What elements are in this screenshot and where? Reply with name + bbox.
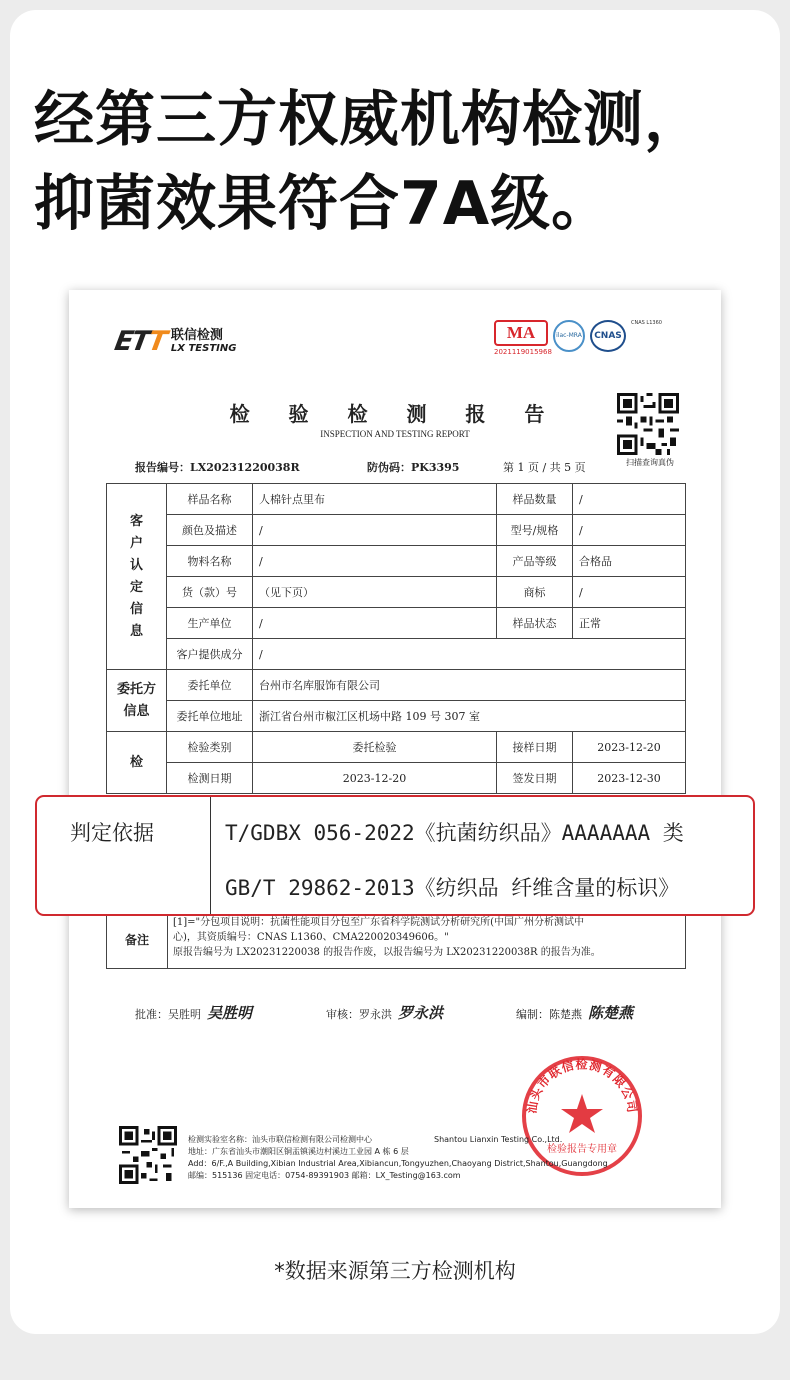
lab-address-en: Add：6/F.,A Building,Xibian Industrial Area,Xibiancun,Tongyuzhen,Chaoyang District,Shantou,Guangdong: [188, 1159, 608, 1168]
remarks-line: 心)，其资质编号：CNAS L1360、CMA220020349606。": [173, 932, 449, 943]
compiler-signature: 编制：陈楚燕 陈楚燕: [516, 1004, 634, 1022]
test-section-label: 检: [107, 732, 167, 794]
entrust-section-label: 委托方信息: [107, 670, 167, 732]
ilac-mra-icon: ilac-MRA: [553, 320, 585, 352]
data-source-footnote: *数据来源第三方检测机构: [274, 1259, 516, 1283]
lab-contact: 邮编：515136 固定电话：0754-89391903 邮箱：LX_Testing@163.com: [188, 1171, 461, 1180]
logo-en: LX TESTING: [170, 342, 237, 354]
cma-mark: MA 2021119015968: [494, 320, 548, 356]
judgment-basis-label: 判定依据: [37, 797, 211, 914]
remarks-line: 原报告编号为 LX20231220038 的报告作废，以报告编号为 LX20231220038R 的报告为准。: [173, 947, 601, 958]
standard-fiber-content: GB/T 29862-2013《纺织品 纤维含量的标识》: [225, 876, 680, 900]
qr-caption: 扫描查询真伪: [626, 458, 674, 467]
table-row: 检 检验类别 委托检验 接样日期 2023-12-20: [107, 732, 686, 763]
report-title: 检 验 检 测 报 告: [229, 402, 561, 426]
logo-cn: 联信检测: [170, 327, 223, 343]
report-table: [106, 483, 686, 794]
table-row: 物料名称 / 产品等级 合格品: [107, 546, 686, 577]
seal-ring-text: 汕头市联信检测有限公司: [524, 1057, 640, 1115]
seal-inner-text: 检验报告专用章: [547, 1144, 617, 1155]
client-section-label: 客 户 认 定 信 息: [107, 484, 167, 670]
approver-signature: 批准：吴胜明 吴胜明: [135, 1004, 253, 1022]
judgment-basis-callout: [35, 795, 755, 916]
report-subtitle: INSPECTION AND TESTING REPORT: [320, 429, 470, 439]
remarks-section: [106, 912, 686, 969]
table-row: 生产单位 / 样品状态 正常: [107, 608, 686, 639]
cnas-number: CNAS L1360: [631, 320, 662, 326]
report-number: 报告编号：LX20231220038R: [135, 461, 300, 474]
remarks-line: [1]="分包项目说明：抗菌性能项目分包至广东省科学院测试分析研究所(中国广州分析测试中: [173, 917, 585, 928]
verify-qr-code[interactable]: [617, 393, 679, 455]
standard-antibacterial: T/GDBX 056-2022《抗菌纺织品》AAAAAAA 类: [225, 821, 684, 845]
headline: [34, 78, 705, 246]
certification-marks: [494, 320, 669, 356]
reviewer-signature: 审核：罗永洪 罗永洪: [326, 1004, 444, 1022]
test-report-document: [69, 290, 721, 1208]
headline-line-2: 抑菌效果符合7A级。: [34, 169, 613, 239]
lab-name: 检测实验室名称：汕头市联信检测有限公司检测中心: [188, 1135, 372, 1144]
anti-fake-code: 防伪码：PK3395: [367, 461, 460, 474]
lx-testing-logo: [112, 326, 237, 357]
cnas-icon: CNAS: [590, 320, 626, 352]
table-row: 颜色及描述 / 型号/规格 /: [107, 515, 686, 546]
table-row: 委托单位地址 浙江省台州市椒江区机场中路 109 号 307 室: [107, 701, 686, 732]
lab-qr-code[interactable]: [119, 1126, 177, 1184]
remarks-label: 备注: [107, 912, 168, 968]
lab-address-cn: 地址：广东省汕头市潮阳区铜盂镇溪边村溪边工业园 A 栋 6 层: [188, 1147, 409, 1156]
headline-line-1: 经第三方权威机构检测，: [34, 85, 705, 155]
table-row: 检测日期 2023-12-20 签发日期 2023-12-30: [107, 763, 686, 794]
lab-contact-info: [188, 1134, 608, 1182]
page-indicator: 第 1 页 / 共 5 页: [503, 461, 586, 474]
lab-name-en: Shantou Lianxin Testing Co.,Ltd.: [434, 1135, 563, 1144]
table-row: 客 户 认 定 信 息 样品名称 人棉针点里布 样品数量 /: [107, 484, 686, 515]
table-row: 客户提供成分 /: [107, 639, 686, 670]
table-row: 货（款）号 （见下页） 商标 /: [107, 577, 686, 608]
table-row: 委托方信息 委托单位 台州市名库服饰有限公司: [107, 670, 686, 701]
logo-mark: ETT: [112, 326, 168, 357]
